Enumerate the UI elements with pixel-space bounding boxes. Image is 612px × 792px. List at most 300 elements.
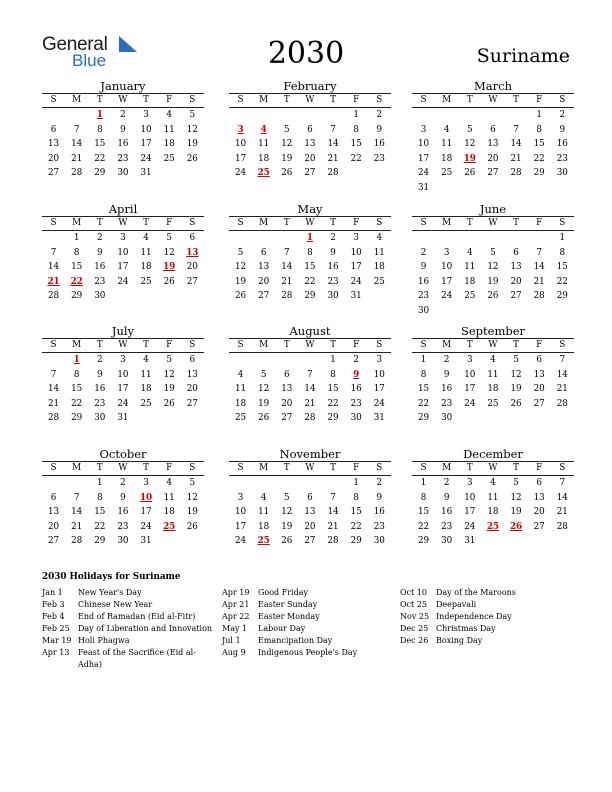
weekday-label: T: [143, 95, 149, 105]
day-cell: 9: [97, 247, 103, 258]
holiday-name: Christmas Day: [436, 624, 496, 633]
empty-day-cell: [252, 108, 275, 123]
day-cell: 19: [487, 276, 499, 287]
day-cell: 26: [258, 413, 270, 424]
holiday-item: [222, 599, 398, 611]
day-cell: 15: [417, 384, 430, 395]
day-cell: 24: [373, 398, 385, 409]
day-cell: 30: [94, 291, 106, 302]
empty-day-cell: [135, 289, 158, 304]
day-cell: 26: [281, 168, 293, 179]
week-row: [412, 289, 574, 304]
week-row: [412, 231, 574, 246]
week-row: [412, 123, 574, 138]
week-row: [412, 368, 574, 383]
day-cell: 10: [117, 369, 129, 380]
day-cell: 26: [163, 276, 175, 287]
day-cell: 31: [140, 536, 152, 547]
week-row: [229, 397, 391, 412]
day-cell: 12: [281, 139, 293, 150]
day-cell: 28: [533, 291, 545, 302]
day-cell: 8: [97, 492, 103, 503]
day-cell: 11: [373, 247, 385, 258]
weekday-label: S: [50, 95, 57, 105]
day-cell: 7: [513, 124, 519, 135]
holiday-item: [42, 587, 218, 599]
day-cell: 6: [260, 247, 267, 258]
holiday-date: Apr 19: [222, 588, 250, 597]
week-row: [412, 152, 574, 167]
day-cell: 31: [350, 291, 362, 302]
day-cell: 17: [234, 521, 247, 532]
weekday-label: S: [50, 463, 57, 473]
holiday-name: Independence Day: [436, 612, 512, 621]
day-cell: 6: [284, 369, 290, 380]
day-cell: 14: [71, 507, 83, 518]
day-cell: 3: [420, 124, 427, 135]
week-row: [412, 137, 574, 152]
day-cell: 30: [117, 168, 129, 179]
day-cell: 16: [94, 262, 106, 273]
empty-day-cell: [298, 476, 321, 491]
month-name: June: [479, 202, 507, 216]
day-cell: 23: [373, 153, 385, 164]
day-cell: 25: [441, 168, 453, 179]
empty-day-cell: [135, 411, 158, 426]
holiday-name: Boxing Day: [436, 636, 483, 645]
day-cell: 26: [281, 536, 293, 547]
day-cell: 24: [234, 536, 247, 547]
holiday-day-cell: 4: [260, 124, 267, 135]
day-cell: 24: [140, 153, 152, 164]
week-row: [42, 260, 204, 275]
day-cell: 7: [73, 124, 80, 135]
holiday-name: Day of Liberation and Innovation: [78, 624, 213, 633]
day-cell: 18: [140, 262, 152, 273]
day-cell: 20: [281, 398, 293, 409]
day-cell: 14: [47, 384, 60, 395]
weekday-label: W: [118, 95, 128, 105]
weekday-label: S: [420, 463, 427, 473]
day-cell: 8: [73, 247, 80, 258]
empty-day-cell: [158, 289, 181, 304]
empty-day-cell: [42, 476, 65, 491]
day-cell: 12: [510, 369, 522, 380]
day-cell: 11: [163, 124, 175, 135]
day-cell: 17: [140, 139, 152, 150]
empty-day-cell: [181, 411, 204, 426]
month-name: March: [474, 79, 512, 93]
day-cell: 9: [330, 247, 336, 258]
empty-day-cell: [181, 534, 204, 549]
week-row: [412, 353, 574, 368]
week-row: [42, 152, 204, 167]
day-cell: 20: [47, 153, 60, 164]
day-cell: 18: [258, 521, 270, 532]
day-cell: 27: [186, 276, 198, 287]
day-cell: 31: [117, 413, 129, 424]
day-cell: 9: [443, 369, 450, 380]
day-cell: 15: [71, 262, 83, 273]
holiday-date: Nov 25: [400, 612, 430, 621]
day-cell: 27: [510, 291, 522, 302]
week-row: [42, 368, 204, 383]
holiday-day-cell: 19: [163, 262, 176, 273]
country-name: Suriname: [476, 45, 570, 67]
empty-day-cell: [458, 181, 481, 196]
holiday-item: [400, 587, 576, 599]
week-row: [42, 534, 204, 549]
weekday-label: S: [559, 218, 566, 228]
holiday-name: Indigenous People's Day: [258, 648, 358, 657]
day-cell: 23: [441, 398, 453, 409]
weekday-label: W: [305, 463, 315, 473]
day-cell: 6: [50, 124, 57, 135]
day-cell: 4: [490, 478, 496, 488]
day-cell: 11: [464, 262, 476, 273]
day-cell: 23: [441, 521, 453, 532]
day-cell: 14: [510, 139, 522, 150]
weekday-label: M: [442, 218, 452, 228]
day-cell: 2: [330, 233, 336, 243]
day-cell: 17: [117, 384, 129, 395]
calendar-year: 2030: [267, 36, 345, 71]
day-cell: 10: [350, 247, 362, 258]
day-cell: 15: [417, 507, 430, 518]
weekday-label: W: [488, 218, 498, 228]
month-december: [412, 447, 574, 549]
weekday-header: [412, 461, 574, 476]
holiday-date: Apr 22: [222, 612, 250, 621]
day-cell: 9: [120, 492, 126, 503]
day-cell: 13: [258, 262, 270, 273]
day-cell: 30: [417, 305, 430, 316]
weekday-label: S: [189, 340, 196, 350]
day-cell: 18: [163, 139, 175, 150]
day-cell: 3: [120, 355, 126, 365]
day-cell: 5: [284, 124, 290, 135]
holiday-item: [222, 587, 398, 599]
day-cell: 22: [327, 398, 339, 409]
week-row: [42, 382, 204, 397]
day-cell: 15: [94, 139, 106, 150]
holiday-day-cell: 1: [73, 355, 80, 365]
day-cell: 30: [327, 291, 339, 302]
empty-day-cell: [505, 181, 528, 196]
day-cell: 3: [467, 355, 473, 365]
weekday-label: S: [237, 340, 244, 350]
day-cell: 6: [536, 478, 542, 488]
weekday-label: F: [353, 340, 360, 350]
day-cell: 8: [353, 492, 359, 503]
week-row: [412, 476, 574, 491]
month-name: May: [297, 202, 323, 216]
week-row: [229, 520, 391, 535]
weekday-label: S: [376, 463, 383, 473]
holiday-day-cell: 26: [509, 521, 523, 532]
month-october: [42, 447, 204, 549]
month-name: August: [289, 324, 331, 338]
empty-day-cell: [505, 231, 528, 246]
weekday-label: W: [488, 463, 498, 473]
empty-day-cell: [322, 108, 345, 123]
day-cell: 19: [163, 384, 175, 395]
day-cell: 29: [533, 168, 545, 179]
empty-day-cell: [528, 181, 551, 196]
week-row: [229, 137, 391, 152]
holiday-name: Deepavali: [436, 600, 477, 609]
holiday-date: Apr 21: [222, 600, 250, 609]
month-name: April: [108, 202, 138, 216]
day-cell: 14: [304, 384, 316, 395]
day-cell: 27: [186, 398, 198, 409]
weekday-label: S: [559, 95, 566, 105]
day-cell: 31: [140, 168, 152, 179]
day-cell: 26: [234, 291, 247, 302]
day-cell: 10: [117, 247, 129, 258]
day-cell: 20: [47, 521, 60, 532]
day-cell: 8: [353, 124, 359, 135]
weekday-label: T: [143, 218, 149, 228]
empty-day-cell: [458, 231, 481, 246]
day-cell: 6: [50, 492, 57, 503]
day-cell: 11: [258, 139, 270, 150]
weekday-header: [229, 93, 391, 108]
holiday-day-cell: 19: [463, 153, 476, 164]
weekday-label: W: [118, 463, 128, 473]
day-cell: 12: [464, 139, 476, 150]
empty-day-cell: [435, 304, 458, 319]
empty-day-cell: [551, 411, 574, 426]
weekday-label: T: [466, 218, 473, 228]
day-cell: 16: [556, 139, 568, 150]
day-cell: 30: [350, 413, 362, 424]
day-cell: 20: [510, 276, 522, 287]
day-cell: 11: [258, 507, 270, 518]
day-cell: 20: [186, 262, 198, 273]
day-cell: 19: [186, 139, 198, 150]
weekday-label: T: [513, 218, 519, 228]
day-cell: 12: [186, 492, 198, 503]
day-cell: 21: [556, 384, 568, 395]
empty-day-cell: [481, 231, 504, 246]
day-cell: 29: [71, 291, 83, 302]
holiday-item: [222, 623, 398, 635]
day-cell: 15: [94, 507, 106, 518]
week-row: [42, 491, 204, 506]
holiday-day-cell: 25: [257, 536, 270, 547]
weekday-label: M: [72, 463, 82, 473]
day-cell: 27: [533, 398, 545, 409]
weekday-label: T: [466, 463, 473, 473]
day-cell: 3: [443, 247, 450, 258]
weekday-label: F: [536, 95, 543, 105]
day-cell: 11: [163, 492, 175, 503]
day-cell: 24: [350, 276, 362, 287]
holiday-name: Chinese New Year: [78, 600, 153, 609]
day-cell: 10: [464, 492, 476, 503]
empty-day-cell: [298, 108, 321, 123]
holiday-date: Jul 1: [222, 636, 241, 645]
day-cell: 17: [464, 507, 476, 518]
day-cell: 11: [487, 492, 499, 503]
weekday-label: W: [118, 218, 128, 228]
weekday-label: W: [488, 95, 498, 105]
empty-day-cell: [158, 166, 181, 181]
day-cell: 31: [417, 182, 430, 193]
week-row: [42, 137, 204, 152]
day-cell: 18: [487, 507, 499, 518]
empty-day-cell: [551, 534, 574, 549]
day-cell: 6: [307, 124, 313, 135]
day-cell: 16: [94, 384, 106, 395]
week-row: [412, 520, 574, 535]
empty-day-cell: [505, 411, 528, 426]
day-cell: 1: [536, 110, 542, 120]
holiday-item: [222, 647, 398, 659]
day-cell: 25: [464, 291, 476, 302]
day-cell: 30: [373, 536, 385, 547]
day-cell: 6: [189, 233, 196, 243]
day-cell: 31: [373, 413, 385, 424]
day-cell: 26: [186, 521, 198, 532]
day-cell: 18: [373, 262, 385, 273]
day-cell: 1: [353, 110, 359, 120]
day-cell: 8: [420, 369, 427, 380]
holiday-item: [42, 599, 218, 611]
weekday-label: M: [72, 218, 82, 228]
empty-day-cell: [458, 304, 481, 319]
week-row: [412, 275, 574, 290]
day-cell: 14: [71, 139, 83, 150]
weekday-label: T: [143, 340, 149, 350]
week-row: [229, 275, 391, 290]
holiday-day-cell: 3: [237, 124, 244, 135]
day-cell: 5: [237, 247, 244, 258]
day-cell: 1: [559, 233, 566, 243]
month-name: January: [100, 79, 146, 93]
holiday-day-cell: 21: [47, 276, 60, 287]
day-cell: 16: [373, 507, 385, 518]
day-cell: 21: [304, 398, 316, 409]
day-cell: 28: [510, 168, 522, 179]
day-cell: 15: [556, 262, 568, 273]
day-cell: 29: [417, 413, 430, 424]
day-cell: 27: [304, 168, 316, 179]
day-cell: 5: [260, 369, 267, 380]
day-cell: 16: [441, 384, 453, 395]
day-cell: 23: [117, 521, 129, 532]
week-row: [229, 534, 391, 549]
day-cell: 8: [73, 369, 80, 380]
day-cell: 26: [510, 398, 522, 409]
day-cell: 5: [284, 492, 290, 503]
day-cell: 5: [166, 233, 172, 243]
day-cell: 12: [487, 262, 499, 273]
empty-day-cell: [322, 476, 345, 491]
day-cell: 22: [94, 153, 106, 164]
day-cell: 4: [490, 355, 496, 365]
day-cell: 1: [97, 478, 103, 488]
day-cell: 7: [559, 355, 566, 365]
day-cell: 21: [556, 507, 568, 518]
day-cell: 29: [350, 536, 362, 547]
day-cell: 16: [417, 276, 430, 287]
weekday-label: S: [420, 95, 427, 105]
weekday-label: M: [259, 340, 269, 350]
empty-day-cell: [65, 476, 88, 491]
day-cell: 30: [556, 168, 568, 179]
empty-day-cell: [551, 181, 574, 196]
weekday-label: T: [283, 463, 290, 473]
weekday-label: T: [283, 340, 290, 350]
week-row: [42, 411, 204, 426]
holiday-item: [42, 635, 218, 647]
week-row: [42, 289, 204, 304]
day-cell: 18: [487, 384, 499, 395]
day-cell: 8: [536, 124, 542, 135]
weekday-label: F: [536, 340, 543, 350]
day-cell: 6: [513, 247, 519, 258]
day-cell: 7: [50, 247, 57, 258]
day-cell: 19: [234, 276, 247, 287]
day-cell: 24: [464, 521, 476, 532]
weekday-label: M: [259, 95, 269, 105]
day-cell: 18: [464, 276, 476, 287]
day-cell: 10: [234, 507, 247, 518]
week-row: [42, 520, 204, 535]
weekday-label: S: [50, 218, 57, 228]
day-cell: 16: [327, 262, 339, 273]
day-cell: 17: [350, 262, 362, 273]
week-row: [229, 260, 391, 275]
week-row: [42, 123, 204, 138]
weekday-header: [42, 461, 204, 476]
weekday-label: W: [488, 340, 498, 350]
weekday-label: F: [536, 463, 543, 473]
day-cell: 5: [189, 110, 196, 120]
day-cell: 17: [373, 384, 385, 395]
day-cell: 13: [186, 369, 198, 380]
week-row: [412, 260, 574, 275]
day-cell: 27: [304, 536, 316, 547]
week-row: [412, 181, 574, 196]
day-cell: 29: [94, 168, 106, 179]
day-cell: 3: [467, 478, 473, 488]
weekday-label: S: [189, 218, 196, 228]
holiday-date: Oct 10: [400, 588, 427, 597]
week-row: [42, 275, 204, 290]
week-row: [229, 491, 391, 506]
holiday-name: Feast of the Sacrifice (Eid al-Adha): [78, 648, 196, 669]
day-cell: 29: [417, 536, 430, 547]
weekday-label: W: [118, 340, 128, 350]
week-row: [42, 476, 204, 491]
holiday-name: Good Friday: [258, 588, 309, 597]
day-cell: 21: [71, 521, 83, 532]
day-cell: 24: [117, 398, 129, 409]
day-cell: 20: [186, 384, 198, 395]
day-cell: 24: [417, 168, 430, 179]
holiday-name: Easter Monday: [258, 612, 320, 621]
empty-day-cell: [505, 108, 528, 123]
week-row: [412, 166, 574, 181]
weekday-label: F: [353, 463, 360, 473]
holiday-date: Dec 26: [400, 636, 429, 645]
day-cell: 22: [304, 276, 316, 287]
weekday-label: T: [330, 463, 336, 473]
week-row: [229, 368, 391, 383]
